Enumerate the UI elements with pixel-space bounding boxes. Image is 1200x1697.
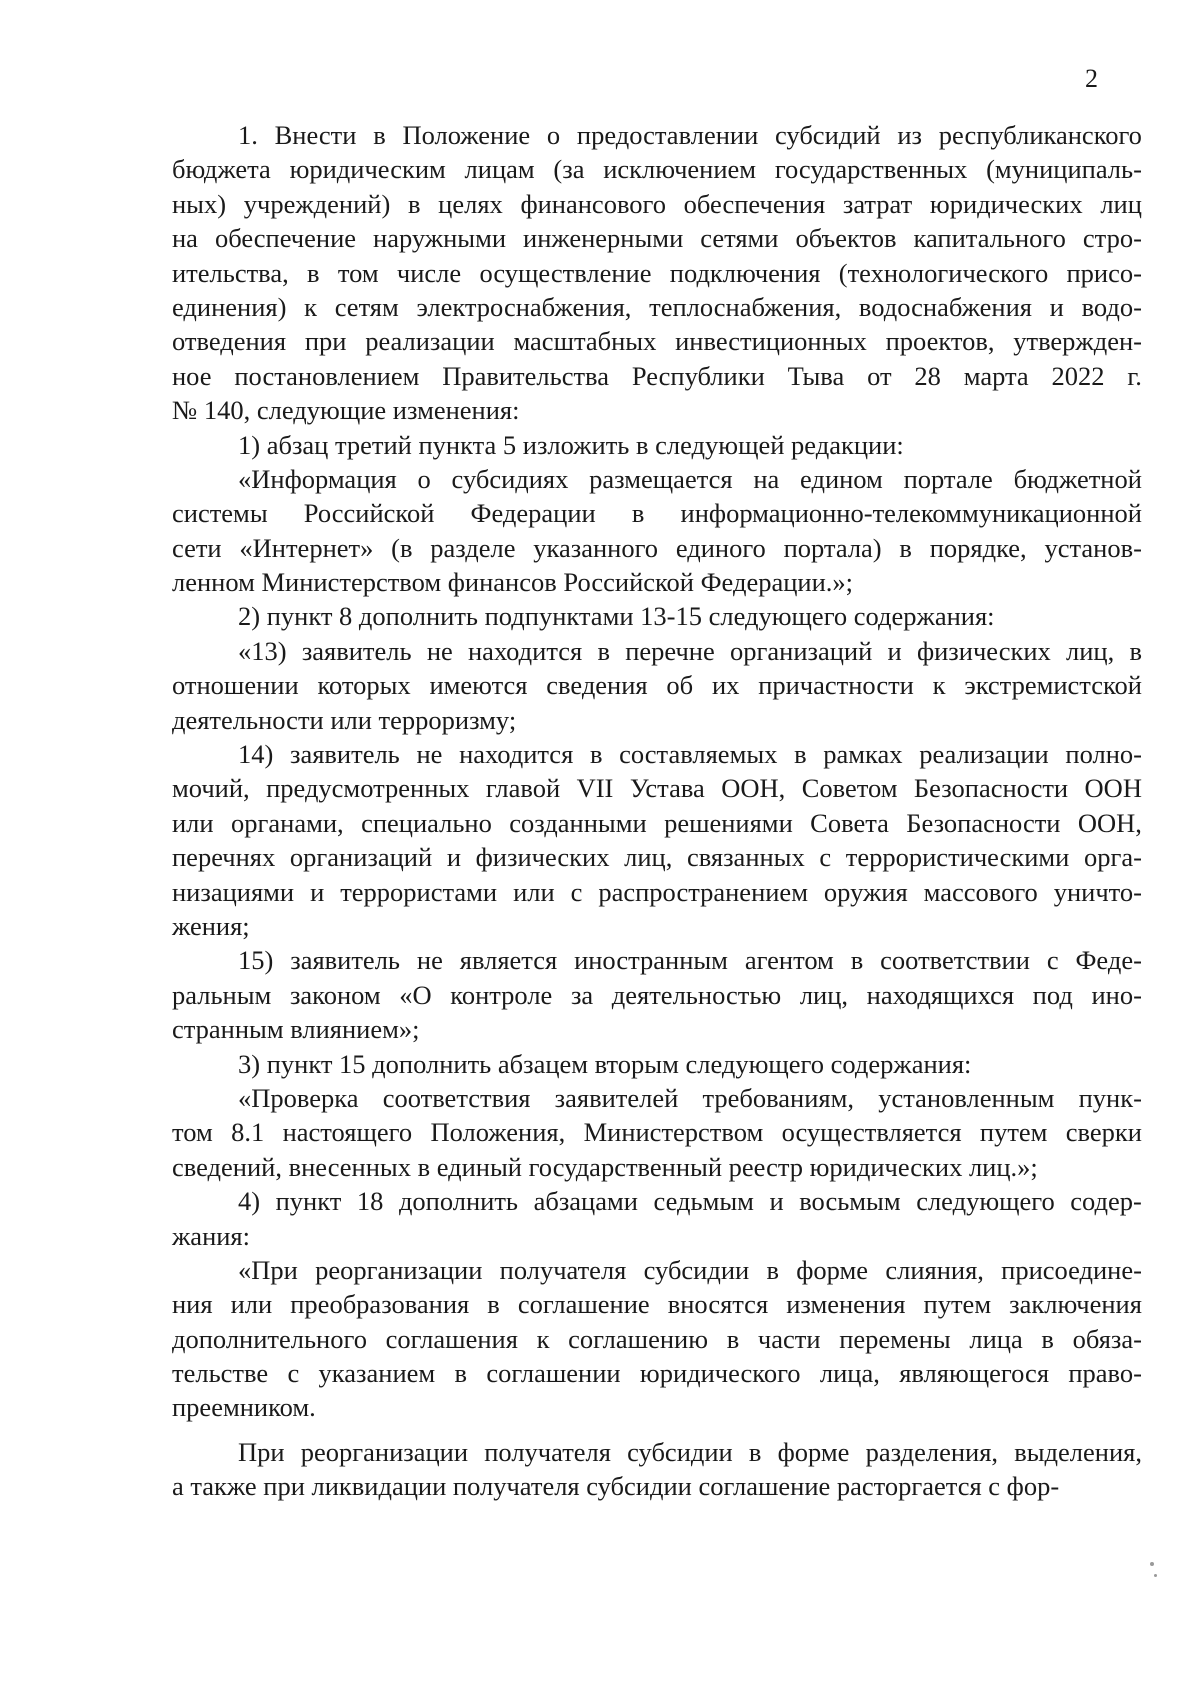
scan-speck bbox=[1150, 1562, 1154, 1566]
text-line: ных) учреждений) в целях финансового обеспечения затрат юридических лиц bbox=[172, 188, 1142, 219]
paragraph bbox=[172, 1047, 1142, 1081]
text-line: «При реорганизации получателя субсидии в форме слияния, присоедине- bbox=[238, 1254, 1142, 1285]
paragraph bbox=[172, 1435, 1142, 1504]
text-line: деятельности или терроризму; bbox=[172, 704, 517, 735]
text-line: ное постановлением Правительства Республики Тыва от 28 марта 2022 г. bbox=[172, 360, 1142, 391]
text-line: жания: bbox=[172, 1220, 250, 1251]
text-line: ральным законом «О контроле за деятельностью лиц, находящихся под ино- bbox=[172, 979, 1142, 1010]
text-line: а также при ликвидации получателя субсидии соглашение расторгается с фор- bbox=[172, 1471, 1060, 1502]
text-line: 3) пункт 15 дополнить абзацем вторым следующего содержания: bbox=[238, 1048, 972, 1079]
paragraph bbox=[172, 118, 1142, 428]
paragraph bbox=[172, 599, 1142, 633]
text-line: ния или преобразования в соглашение вносятся изменения путем заключения bbox=[172, 1289, 1142, 1320]
text-line: «Проверка соответствия заявителей требованиям, установленным пунк- bbox=[238, 1082, 1142, 1113]
paragraph bbox=[172, 1081, 1142, 1184]
paragraph bbox=[172, 1253, 1142, 1425]
text-line: отношении которых имеются сведения об их причастности к экстремистской bbox=[172, 670, 1142, 701]
text-line: тельстве с указанием в соглашении юридического лица, являющегося право- bbox=[172, 1358, 1142, 1389]
document-body bbox=[172, 118, 1142, 1504]
paragraph bbox=[172, 462, 1142, 600]
text-line: При реорганизации получателя субсидии в форме разделения, выделения, bbox=[238, 1436, 1142, 1467]
text-line: преемником. bbox=[172, 1392, 316, 1423]
paragraph bbox=[172, 737, 1142, 943]
text-line: сети «Интернет» (в разделе указанного единого портала) в порядке, установ- bbox=[172, 532, 1142, 563]
text-line: 1. Внести в Положение о предоставлении субсидий из республиканского bbox=[238, 120, 1142, 150]
scan-speck bbox=[1154, 1574, 1157, 1577]
text-line: № 140, следующие изменения: bbox=[172, 395, 520, 426]
text-line: 2) пункт 8 дополнить подпунктами 13-15 следующего содержания: bbox=[238, 601, 995, 632]
text-line: «13) заявитель не находится в перечне организаций и физических лиц, в bbox=[238, 635, 1142, 666]
text-line: 4) пункт 18 дополнить абзацами седьмым и восьмым следующего содер- bbox=[238, 1186, 1142, 1217]
text-line: дополнительного соглашения к соглашению в части перемены лица в обяза- bbox=[172, 1323, 1142, 1354]
paragraph bbox=[172, 428, 1142, 462]
text-line: или органами, специально созданными решениями Совета Безопасности ООН, bbox=[172, 807, 1142, 838]
text-line: том 8.1 настоящего Положения, Министерством осуществляется путем сверки bbox=[172, 1117, 1142, 1148]
text-line: «Информация о субсидиях размещается на едином портале бюджетной bbox=[238, 463, 1142, 494]
text-line: мочий, предусмотренных главой VII Устава ООН, Советом Безопасности ООН bbox=[172, 773, 1142, 804]
paragraph bbox=[172, 943, 1142, 1046]
text-line: жения; bbox=[172, 910, 250, 941]
text-line: странным влиянием»; bbox=[172, 1014, 420, 1045]
text-line: 1) абзац третий пункта 5 изложить в следующей редакции: bbox=[238, 429, 904, 460]
text-line: системы Российской Федерации в информационно-телекоммуникационной bbox=[172, 498, 1142, 529]
text-line: перечнях организаций и физических лиц, связанных с террористическими орга- bbox=[172, 842, 1142, 873]
text-line: ительства, в том числе осуществление подключения (технологического присо- bbox=[172, 257, 1142, 288]
page-number: 2 bbox=[1085, 64, 1098, 93]
text-line: отведения при реализации масштабных инвестиционных проектов, утвержден- bbox=[172, 326, 1142, 357]
text-line: единения) к сетям электроснабжения, теплоснабжения, водоснабжения и водо- bbox=[172, 291, 1142, 322]
paragraph bbox=[172, 1184, 1142, 1253]
paragraph bbox=[172, 634, 1142, 737]
text-line: низациями и террористами или с распространением оружия массового уничто- bbox=[172, 876, 1142, 907]
text-line: на обеспечение наружными инженерными сетями объектов капитального стро- bbox=[172, 223, 1142, 254]
text-line: бюджета юридическим лицам (за исключением государственных (муниципаль- bbox=[172, 154, 1142, 185]
text-line: сведений, внесенных в единый государственный реестр юридических лиц.»; bbox=[172, 1151, 1038, 1182]
text-line: 14) заявитель не находится в составляемых в рамках реализации полно- bbox=[238, 739, 1142, 770]
text-line: ленном Министерством финансов Российской Федерации.»; bbox=[172, 567, 854, 598]
text-line: 15) заявитель не является иностранным агентом в соответствии с Феде- bbox=[238, 945, 1142, 976]
